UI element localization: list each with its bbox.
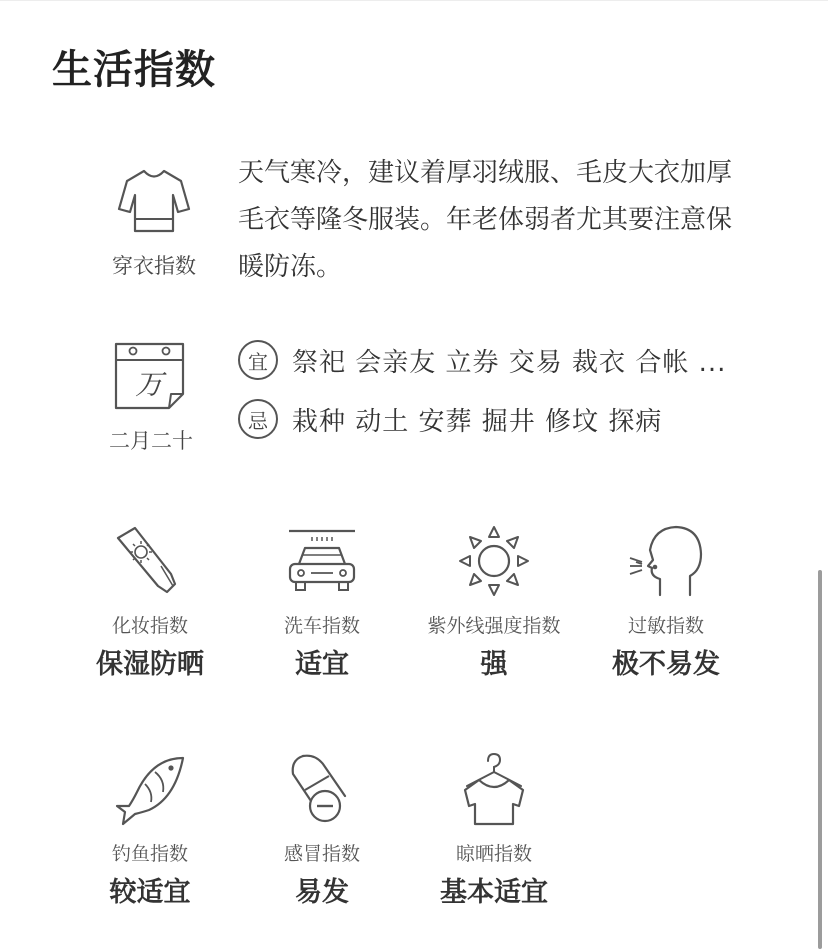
allergy-index-value: 极不易发 bbox=[612, 649, 720, 680]
fishing-index-value: 较适宜 bbox=[109, 877, 191, 908]
makeup-index-label: 化妆指数 bbox=[111, 615, 188, 637]
fishing-index-label: 钓鱼指数 bbox=[111, 843, 188, 865]
sun-icon bbox=[457, 524, 531, 598]
scrollbar[interactable] bbox=[818, 570, 822, 949]
allergy-icon bbox=[628, 524, 704, 598]
clothing-advice-text: 天气寒冷，建议着厚羽绒服、毛皮大衣加厚毛衣等隆冬服装。年老体弱者尤其要注意保暖防冻。 bbox=[238, 158, 733, 282]
almanac-ji-row bbox=[238, 397, 662, 441]
ji-badge: 忌 bbox=[238, 399, 278, 439]
almanac-yi-row bbox=[238, 338, 726, 382]
hanger-icon bbox=[457, 752, 531, 826]
section-title: 生活指数 bbox=[52, 47, 216, 93]
clothing-index-label: 穿衣指数 bbox=[112, 254, 196, 278]
drying-index-value: 基本适宜 bbox=[440, 877, 548, 908]
uv-index-label: 紫外线强度指数 bbox=[427, 615, 561, 637]
yi-badge: 宜 bbox=[238, 340, 278, 380]
pill-icon bbox=[289, 754, 357, 824]
carwash-index-value: 适宜 bbox=[295, 649, 349, 680]
carwash-index-label: 洗车指数 bbox=[283, 615, 360, 637]
uv-index-value: 强 bbox=[480, 649, 508, 680]
sunscreen-icon bbox=[113, 526, 187, 598]
shirt-icon bbox=[117, 165, 191, 235]
calendar-icon bbox=[113, 338, 187, 410]
lunar-date: 二月二十 bbox=[109, 429, 193, 453]
yi-items: 祭祀 会亲友 立券 交易 裁衣 合帐 ... bbox=[292, 347, 727, 378]
allergy-index-label: 过敏指数 bbox=[627, 615, 704, 637]
ji-items: 栽种 动土 安葬 掘井 修坟 探病 bbox=[292, 406, 663, 437]
drying-index-label: 晾晒指数 bbox=[455, 843, 532, 865]
top-divider bbox=[0, 0, 828, 1]
makeup-index-value: 保湿防晒 bbox=[96, 649, 204, 680]
calendar-glyph: 万 bbox=[134, 368, 164, 401]
cold-index-value: 易发 bbox=[295, 877, 349, 908]
fish-icon bbox=[113, 754, 187, 826]
cold-index-label: 感冒指数 bbox=[283, 843, 360, 865]
car-wash-icon bbox=[285, 528, 359, 594]
